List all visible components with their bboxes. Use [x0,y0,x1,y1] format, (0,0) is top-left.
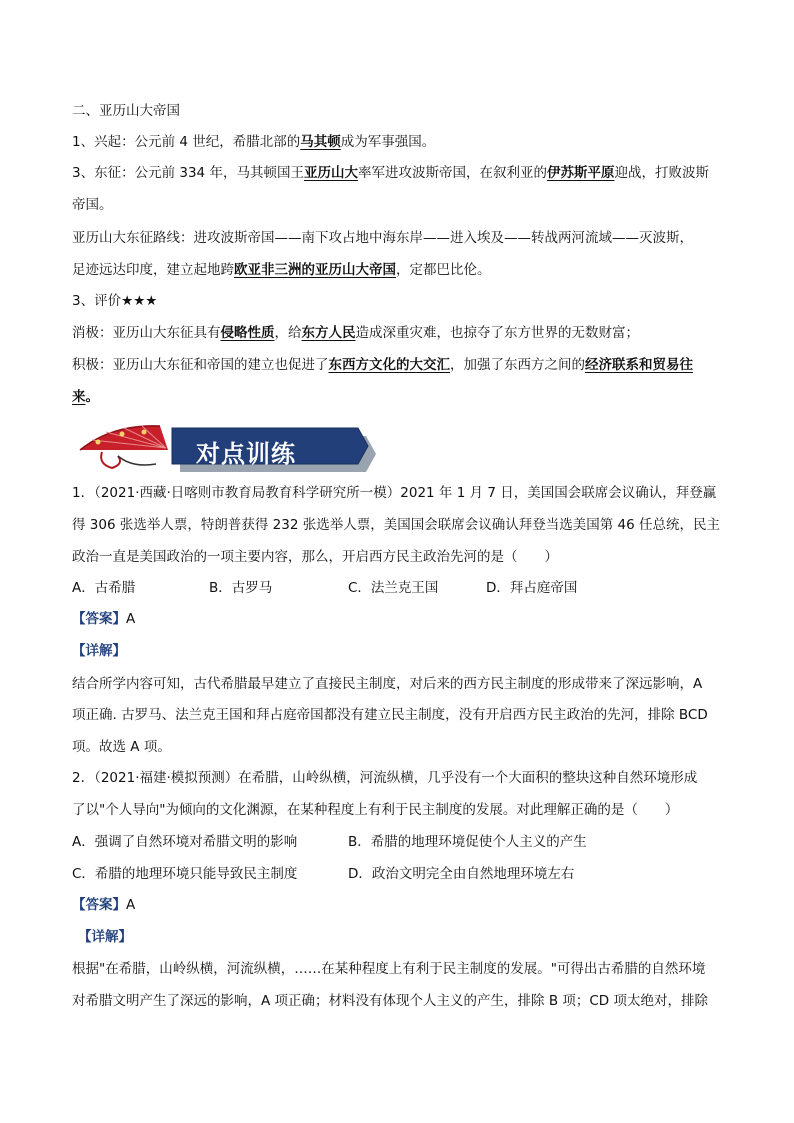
q2-detail-label-text: 【详解】 [78,929,132,945]
q2-answer-value: A [126,897,136,913]
neg-text-mid: ，给 [274,325,302,341]
east-keyword-2: 伊苏斯平原 [546,165,615,181]
q1-answer-value: A [126,611,136,627]
q2-stem-line1: 2．（2021·福建·模拟预测）在希腊，山岭纵横，河流纵横，几乎没有一个大面积的整块这种自然环境形成 [72,770,698,786]
negative-evaluation [72,324,639,342]
fan-icon [80,426,168,468]
q1-stem-line2: 得 306 张选举人票，特朗普获得 232 张选举人票，美国国会联席会议确认拜登当选美国第 46 任总统，民主 [72,517,720,533]
q2-answer-label: 【答案】 [72,897,126,913]
east-text-mid: 率军进攻波斯帝国，在叙利亚的 [357,165,547,181]
q2-option-b: B．希腊的地理环境促使个人主义的产生 [348,834,587,850]
q2-answer [72,896,135,914]
q2-option-c: C．希腊的地理环境只能导致民主制度 [72,866,298,882]
rise-paragraph [72,133,435,151]
rise-keyword: 马其顿 [300,134,341,150]
q1-explanation-line1: 结合所学内容可知，古代希腊最早建立了直接民主制度，对后来的西方民主制度的形成带来了深远影响，A [72,676,703,692]
q1-option-d: D．拜占庭帝国 [486,580,578,596]
pos-keyword-2-end: 来 [72,389,86,405]
q1-detail-label-text: 【详解】 [72,643,126,659]
section-heading: 二、亚历山大帝国 [72,103,180,119]
q2-explanation-line1: 根据"在希腊，山岭纵横，河流纵横，……在某种程度上有利于民主制度的发展。"可得出古希腊的自然环境 [72,961,706,977]
positive-evaluation-line2 [72,388,99,406]
route-text: 足迹远达印度，建立起地跨 [72,262,234,278]
route-text-end: ，定都巴比伦。 [396,262,491,278]
q1-explanation-line3: 项。故选 A 项。 [72,739,171,755]
q1-option-c: C．法兰克王国 [348,580,439,596]
pos-text: 积极：亚历山大东征和帝国的建立也促进了 [72,357,329,373]
positive-evaluation [72,356,693,374]
east-paragraph [72,164,709,182]
neg-keyword-2: 东方人民 [301,325,356,341]
east-text-end: 迎战，打败波斯 [614,165,709,181]
q1-option-b: B．古罗马 [209,580,273,596]
east-text: 3、东征：公元前 334 年，马其顿国王 [72,165,304,181]
pos-text-mid: ，加强了东西方之间的 [450,357,585,373]
q1-answer-label: 【答案】 [72,611,126,627]
rise-text-end: 成为军事强国。 [340,134,436,150]
q1-option-a: A．古希腊 [72,580,136,596]
banner-title: 对点训练 [196,439,296,468]
q1-answer [72,610,135,628]
q2-option-a: A．强调了自然环境对希腊文明的影响 [72,834,298,850]
q1-explanation-line2: 项正确. 古罗马、法兰克王国和拜占庭帝国都没有建立民主制度，没有开启西方民主政治的先河，排除 BCD [72,707,708,723]
q2-detail-label [78,928,132,946]
q1-detail-label [72,642,126,660]
east-paragraph-line2: 帝国。 [72,197,113,213]
route-keyword: 欧亚非三洲的亚历山大帝国 [234,262,396,278]
route-line-1: 亚历山大东征路线：进攻波斯帝国——南下攻占地中海东岸——进入埃及——转战两河流域——灭波斯， [72,230,693,246]
east-keyword-1: 亚历山大 [303,165,358,181]
route-line-2 [72,261,491,279]
pos-keyword-2: 经济联系和贸易往 [585,357,693,373]
q1-stem-line3: 政治一直是美国政治的一项主要内容，那么，开启西方民主政治先河的是（ ） [72,549,558,565]
q2-explanation-line2: 对希腊文明产生了深远的影响，A 项正确；材料没有体现个人主义的产生，排除 B 项；CD 项太绝对，排除 [72,993,708,1009]
rise-text: 1、兴起：公元前 4 世纪，希腊北部的 [72,134,301,150]
q1-stem-line1: 1．（2021·西藏·日喀则市教育局教育科学研究所一模）2021 年 1 月 7 日，美国国会联席会议确认，拜登赢 [72,485,717,501]
neg-text: 消极：亚历山大东征具有 [72,325,221,341]
q2-option-d: D．政治文明完全由自然地理环境左右 [348,866,575,882]
pos-keyword-1: 东西方文化的大交汇 [328,357,450,373]
pos-text-end: 。 [85,389,99,405]
neg-text-end: 造成深重灾难，也掠夺了东方世界的无数财富； [355,325,639,341]
q2-stem-line2: 了以"个人导向"为倾向的文化渊源，在某种程度上有利于民主制度的发展。对此理解正确的是（ ） [72,802,679,818]
evaluation-heading: 3、评价★★★ [72,293,158,309]
neg-keyword-1: 侵略性质 [220,325,275,341]
